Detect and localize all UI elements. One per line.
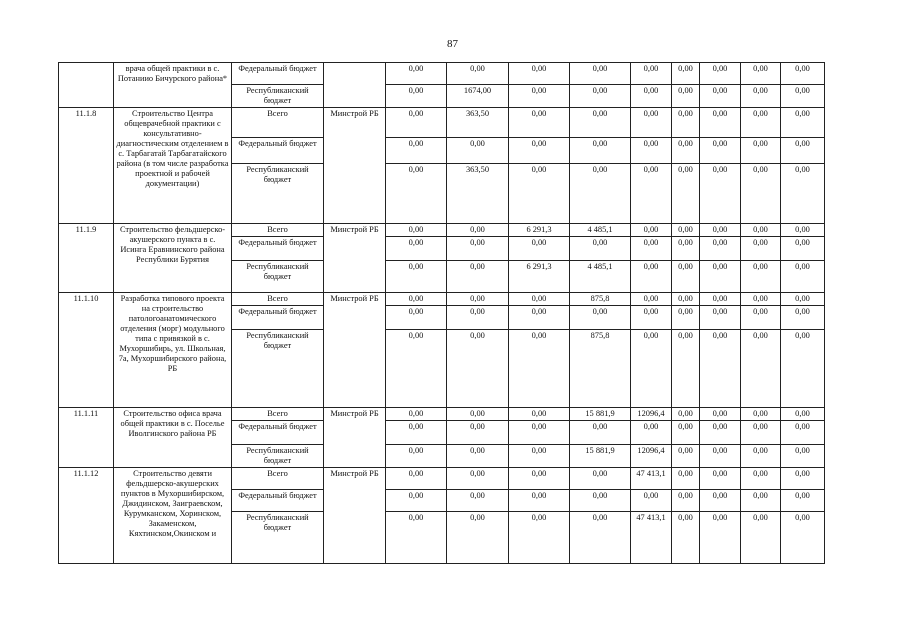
funding-source: Всего <box>232 468 324 490</box>
amount-cell: 0,00 <box>672 138 700 164</box>
amount-cell: 0,00 <box>447 293 509 306</box>
amount-cell: 0,00 <box>741 512 781 564</box>
amount-cell: 0,00 <box>386 108 447 138</box>
table-row <box>59 468 825 490</box>
amount-cell: 0,00 <box>672 490 700 512</box>
item-name: Строительство офиса врача общей практики в с. Поселье Иволгинского района РБ <box>114 408 232 468</box>
amount-cell: 1674,00 <box>447 85 509 108</box>
amount-cell: 0,00 <box>700 138 741 164</box>
amount-cell: 0,00 <box>700 85 741 108</box>
funding-source: Всего <box>232 408 324 421</box>
amount-cell: 6 291,3 <box>509 224 570 237</box>
item-name: Строительство девяти фельдшерско-акушерских пунктов в Мухоршибирском, Джидинском, Заиграевском, Курумканском, Хоринском, Закаменском, Кяхтинском,Окинском и <box>114 468 232 564</box>
amount-cell: 0,00 <box>447 63 509 85</box>
amount-cell: 0,00 <box>570 512 631 564</box>
budget-table <box>58 62 825 564</box>
amount-cell: 0,00 <box>631 63 672 85</box>
amount-cell: 0,00 <box>781 468 825 490</box>
amount-cell: 0,00 <box>741 63 781 85</box>
amount-cell: 0,00 <box>631 237 672 261</box>
amount-cell: 0,00 <box>570 237 631 261</box>
amount-cell: 0,00 <box>631 164 672 224</box>
amount-cell: 0,00 <box>631 293 672 306</box>
amount-cell: 0,00 <box>386 63 447 85</box>
funding-source: Республиканский бюджет <box>232 512 324 564</box>
amount-cell: 0,00 <box>741 164 781 224</box>
amount-cell: 0,00 <box>386 408 447 421</box>
amount-cell: 0,00 <box>741 261 781 293</box>
item-name: врача общей практики в с. Потаниио Бичурского района* <box>114 63 232 108</box>
amount-cell: 0,00 <box>700 261 741 293</box>
item-code: 11.1.10 <box>59 293 114 408</box>
amount-cell: 0,00 <box>700 330 741 408</box>
amount-cell: 0,00 <box>672 421 700 445</box>
amount-cell: 0,00 <box>700 224 741 237</box>
amount-cell: 0,00 <box>781 490 825 512</box>
amount-cell: 0,00 <box>631 490 672 512</box>
amount-cell: 0,00 <box>700 408 741 421</box>
amount-cell: 0,00 <box>741 237 781 261</box>
amount-cell: 0,00 <box>700 421 741 445</box>
amount-cell: 0,00 <box>570 468 631 490</box>
amount-cell: 0,00 <box>447 224 509 237</box>
funding-source: Всего <box>232 108 324 138</box>
amount-cell: 0,00 <box>781 164 825 224</box>
amount-cell: 0,00 <box>700 164 741 224</box>
amount-cell: 0,00 <box>509 445 570 468</box>
amount-cell: 363,50 <box>447 108 509 138</box>
amount-cell: 0,00 <box>781 108 825 138</box>
amount-cell: 0,00 <box>741 490 781 512</box>
amount-cell: 0,00 <box>509 421 570 445</box>
amount-cell: 0,00 <box>672 224 700 237</box>
amount-cell: 0,00 <box>570 63 631 85</box>
amount-cell: 0,00 <box>700 306 741 330</box>
table-row <box>59 108 825 138</box>
amount-cell: 15 881,9 <box>570 408 631 421</box>
amount-cell: 875,8 <box>570 330 631 408</box>
amount-cell: 6 291,3 <box>509 261 570 293</box>
amount-cell: 0,00 <box>741 85 781 108</box>
page-number: 87 <box>447 38 458 50</box>
amount-cell: 0,00 <box>741 108 781 138</box>
amount-cell: 0,00 <box>700 512 741 564</box>
amount-cell: 875,8 <box>570 293 631 306</box>
item-code: 11.1.9 <box>59 224 114 293</box>
amount-cell: 12096,4 <box>631 445 672 468</box>
amount-cell: 0,00 <box>386 293 447 306</box>
amount-cell: 0,00 <box>386 138 447 164</box>
amount-cell: 0,00 <box>570 108 631 138</box>
amount-cell: 0,00 <box>509 468 570 490</box>
funding-source: Федеральный бюджет <box>232 490 324 512</box>
amount-cell: 0,00 <box>509 108 570 138</box>
amount-cell: 363,50 <box>447 164 509 224</box>
table-body <box>59 63 825 564</box>
amount-cell: 0,00 <box>447 468 509 490</box>
amount-cell: 0,00 <box>631 306 672 330</box>
amount-cell: 0,00 <box>447 330 509 408</box>
amount-cell: 0,00 <box>672 237 700 261</box>
funding-source: Федеральный бюджет <box>232 63 324 85</box>
amount-cell: 0,00 <box>509 85 570 108</box>
amount-cell: 4 485,1 <box>570 224 631 237</box>
amount-cell: 0,00 <box>447 408 509 421</box>
amount-cell: 0,00 <box>631 108 672 138</box>
amount-cell: 0,00 <box>570 490 631 512</box>
amount-cell: 0,00 <box>631 330 672 408</box>
amount-cell: 0,00 <box>672 468 700 490</box>
amount-cell: 0,00 <box>672 512 700 564</box>
amount-cell: 0,00 <box>672 261 700 293</box>
item-code: 11.1.11 <box>59 408 114 468</box>
amount-cell: 47 413,1 <box>631 468 672 490</box>
amount-cell: 0,00 <box>570 421 631 445</box>
amount-cell: 0,00 <box>700 490 741 512</box>
amount-cell: 0,00 <box>781 421 825 445</box>
table-row <box>59 63 825 85</box>
amount-cell: 0,00 <box>781 63 825 85</box>
amount-cell: 0,00 <box>631 85 672 108</box>
amount-cell: 0,00 <box>672 63 700 85</box>
amount-cell: 0,00 <box>700 237 741 261</box>
amount-cell: 0,00 <box>570 164 631 224</box>
amount-cell: 0,00 <box>672 164 700 224</box>
amount-cell: 0,00 <box>741 224 781 237</box>
amount-cell: 0,00 <box>672 330 700 408</box>
amount-cell: 0,00 <box>741 445 781 468</box>
amount-cell: 0,00 <box>700 293 741 306</box>
table-row <box>59 224 825 237</box>
item-code: 11.1.8 <box>59 108 114 224</box>
amount-cell: 0,00 <box>509 408 570 421</box>
amount-cell: 0,00 <box>386 237 447 261</box>
funding-source: Федеральный бюджет <box>232 306 324 330</box>
amount-cell: 0,00 <box>781 445 825 468</box>
amount-cell: 0,00 <box>447 237 509 261</box>
amount-cell: 0,00 <box>781 85 825 108</box>
executor: Минстрой РБ <box>324 408 386 468</box>
amount-cell: 0,00 <box>386 224 447 237</box>
executor: Минстрой РБ <box>324 468 386 564</box>
amount-cell: 0,00 <box>386 445 447 468</box>
amount-cell: 15 881,9 <box>570 445 631 468</box>
amount-cell: 0,00 <box>509 490 570 512</box>
amount-cell: 0,00 <box>386 512 447 564</box>
amount-cell: 0,00 <box>386 164 447 224</box>
item-name: Строительство Центра общеврачебной практики с консультативно-диагностическим отделением в с. Тарбагатай Тарбагатайского района (в том числе разработка проектной и рабочей документации) <box>114 108 232 224</box>
amount-cell: 0,00 <box>631 421 672 445</box>
amount-cell: 0,00 <box>781 330 825 408</box>
amount-cell: 0,00 <box>672 408 700 421</box>
amount-cell: 0,00 <box>447 138 509 164</box>
amount-cell: 0,00 <box>672 445 700 468</box>
amount-cell: 0,00 <box>386 261 447 293</box>
amount-cell: 0,00 <box>631 261 672 293</box>
amount-cell: 0,00 <box>509 63 570 85</box>
amount-cell: 0,00 <box>781 512 825 564</box>
funding-source: Федеральный бюджет <box>232 138 324 164</box>
amount-cell: 0,00 <box>386 306 447 330</box>
amount-cell: 0,00 <box>509 138 570 164</box>
executor: Минстрой РБ <box>324 108 386 224</box>
amount-cell: 0,00 <box>631 224 672 237</box>
amount-cell: 0,00 <box>672 108 700 138</box>
amount-cell: 0,00 <box>447 445 509 468</box>
amount-cell: 0,00 <box>447 512 509 564</box>
amount-cell: 4 485,1 <box>570 261 631 293</box>
amount-cell: 0,00 <box>509 164 570 224</box>
amount-cell: 0,00 <box>672 85 700 108</box>
amount-cell: 0,00 <box>447 490 509 512</box>
amount-cell: 0,00 <box>781 237 825 261</box>
amount-cell: 0,00 <box>672 293 700 306</box>
funding-source: Федеральный бюджет <box>232 237 324 261</box>
table-row <box>59 408 825 421</box>
item-name: Строительство фельдшерско-акушерского пункта в с. Исинга Еравнинского района Республики Бурятия <box>114 224 232 293</box>
amount-cell: 0,00 <box>509 293 570 306</box>
funding-source: Республиканский бюджет <box>232 261 324 293</box>
amount-cell: 0,00 <box>781 293 825 306</box>
amount-cell: 0,00 <box>509 306 570 330</box>
amount-cell: 0,00 <box>781 306 825 330</box>
amount-cell: 0,00 <box>700 468 741 490</box>
amount-cell: 0,00 <box>741 293 781 306</box>
amount-cell: 0,00 <box>672 306 700 330</box>
item-code: 11.1.12 <box>59 468 114 564</box>
amount-cell: 0,00 <box>741 421 781 445</box>
funding-source: Республиканский бюджет <box>232 164 324 224</box>
amount-cell: 0,00 <box>386 330 447 408</box>
amount-cell: 0,00 <box>509 330 570 408</box>
amount-cell: 0,00 <box>741 468 781 490</box>
amount-cell: 0,00 <box>781 138 825 164</box>
item-name: Разработка типового проекта на строительство патологоанатомического отделения (морг) модульного типа с привязкой в с. Мухоршибирь, ул. Школьная, 7а, Мухоршибирского района, РБ <box>114 293 232 408</box>
amount-cell: 0,00 <box>741 408 781 421</box>
amount-cell: 0,00 <box>700 108 741 138</box>
amount-cell: 0,00 <box>741 306 781 330</box>
amount-cell: 0,00 <box>447 306 509 330</box>
table-row <box>59 293 825 306</box>
amount-cell: 0,00 <box>447 261 509 293</box>
amount-cell: 0,00 <box>386 468 447 490</box>
executor: Минстрой РБ <box>324 293 386 408</box>
funding-source: Федеральный бюджет <box>232 421 324 445</box>
funding-source: Всего <box>232 293 324 306</box>
amount-cell: 0,00 <box>631 138 672 164</box>
executor: Минстрой РБ <box>324 224 386 293</box>
executor <box>324 63 386 108</box>
funding-source: Всего <box>232 224 324 237</box>
amount-cell: 0,00 <box>781 408 825 421</box>
amount-cell: 12096,4 <box>631 408 672 421</box>
amount-cell: 0,00 <box>386 490 447 512</box>
amount-cell: 0,00 <box>781 261 825 293</box>
amount-cell: 0,00 <box>781 224 825 237</box>
amount-cell: 0,00 <box>700 445 741 468</box>
funding-source: Республиканский бюджет <box>232 330 324 408</box>
amount-cell: 0,00 <box>570 85 631 108</box>
amount-cell: 0,00 <box>386 85 447 108</box>
funding-source: Республиканский бюджет <box>232 445 324 468</box>
amount-cell: 0,00 <box>447 421 509 445</box>
amount-cell: 0,00 <box>741 330 781 408</box>
amount-cell: 47 413,1 <box>631 512 672 564</box>
funding-source: Республиканский бюджет <box>232 85 324 108</box>
amount-cell: 0,00 <box>386 421 447 445</box>
amount-cell: 0,00 <box>700 63 741 85</box>
amount-cell: 0,00 <box>741 138 781 164</box>
amount-cell: 0,00 <box>509 512 570 564</box>
amount-cell: 0,00 <box>509 237 570 261</box>
item-code <box>59 63 114 108</box>
amount-cell: 0,00 <box>570 306 631 330</box>
amount-cell: 0,00 <box>570 138 631 164</box>
